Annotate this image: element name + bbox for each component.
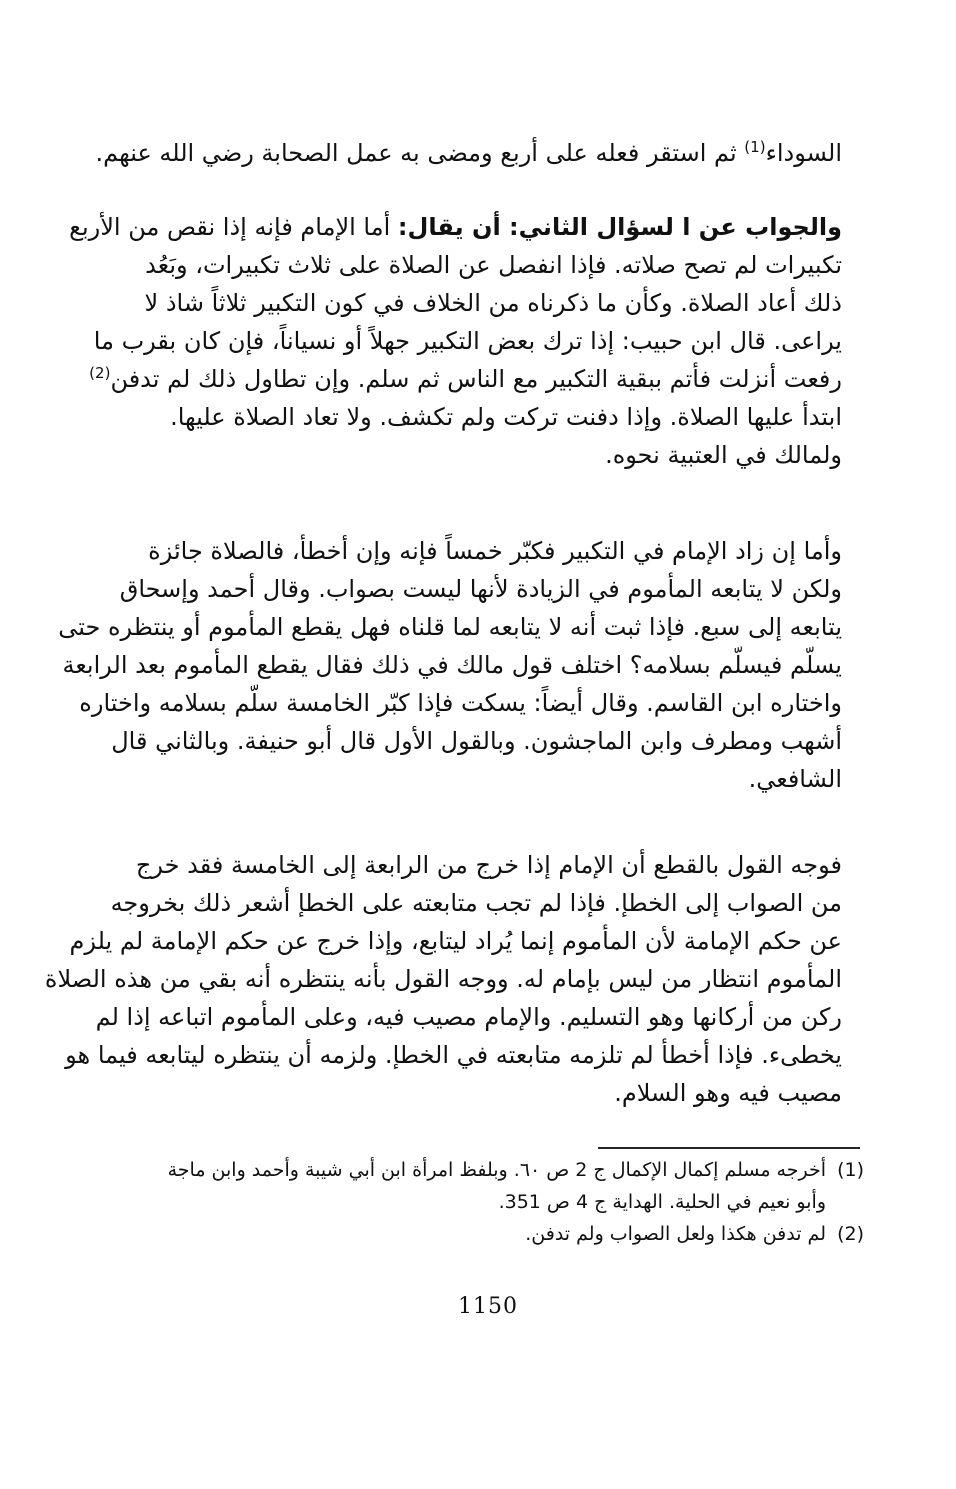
text-line: عن حكم الإمامة لأن المأموم إنما يُراد ليتابع، وإذا خرج عن حكم الإمامة لم يلزم	[69, 927, 842, 955]
text-line: المأموم انتظار من ليس بإمام له. ووجه القول بأنه ينتظره أنه بقي من هذه الصلاة	[44, 965, 842, 993]
footnote-mark: (1)	[837, 1159, 864, 1181]
text-line: من الصواب إلى الخطإ. فإذا لم تجب متابعته على الخطإ أشعر ذلك بخروجه	[110, 889, 842, 917]
text-line: ولمالك في العتبية نحوه.	[605, 441, 842, 469]
page-number: 1150	[458, 1294, 518, 1319]
footnotes	[118, 1154, 864, 1250]
footnote-ref-2: (2)	[89, 364, 111, 382]
text-line: أشهب ومطرف وابن الماجشون. وبالقول الأول قال أبو حنيفة. وبالثاني قال	[111, 727, 842, 755]
paragraph-2	[69, 208, 842, 474]
footnote-text: لم تدفن هكذا ولعل الصواب ولم تدفن.	[525, 1223, 826, 1245]
footnote-2	[118, 1218, 864, 1250]
paragraph-1	[95, 134, 842, 172]
text-line: مصيب فيه وهو السلام.	[614, 1079, 842, 1107]
text-line: واختاره ابن القاسم. وقال أيضاً: يسكت فإذا كبّر الخامسة سلّم بسلامه واختاره	[79, 689, 842, 717]
text-fragment: السوداء	[765, 139, 842, 167]
footnote-ref-1: (1)	[744, 138, 766, 156]
text-line: ابتدأ عليها الصلاة. وإذا دفنت تركت ولم تكشف. ولا تعاد الصلاة عليها.	[170, 403, 842, 431]
text-line: ولكن لا يتابعه المأموم في الزيادة لأنها ليست بصواب. وقال أحمد وإسحاق	[119, 575, 842, 603]
paragraph-3	[58, 532, 842, 798]
text-fragment: رفعت أنزلت فأتم ببقية التكبير مع الناس ثم سلم. وإن تطاول ذلك لم تدفن	[110, 365, 842, 393]
text-fragment: ثم استقر فعله على أربع ومضى به عمل الصحابة رضي الله عنهم.	[95, 139, 745, 167]
text-line: يسلّم فيسلّم بسلامه؟ اختلف قول مالك في ذلك فقال يقطع المأموم بعد الرابعة	[62, 651, 842, 679]
text-line	[69, 208, 842, 246]
text-fragment: أما الإمام فإنه إذا نقص من الأربع	[69, 213, 398, 241]
footnote-text: أخرجه مسلم إكمال الإكمال ج 2 ص ٦٠. وبلفظ امرأة ابن أبي شيبة وأحمد وابن ماجة	[167, 1159, 826, 1181]
text-line	[95, 134, 842, 172]
text-line: يخطىء. فإذا أخطأ لم تلزمه متابعته في الخطإ. ولزمه أن ينتظره ليتابعه فيما هو	[65, 1041, 842, 1069]
text-line: فوجه القول بالقطع أن الإمام إذا خرج من الرابعة إلى الخامسة فقد خرج	[135, 851, 842, 879]
answer-heading: والجواب عن ا لسؤال الثاني: أن يقال:	[397, 213, 842, 241]
footnote-divider	[598, 1147, 860, 1149]
footnote-text: وأبو نعيم في الحلية. الهداية ج 4 ص 351.	[498, 1191, 826, 1213]
text-line: ركن من أركانها وهو التسليم. والإمام مصيب فيه، وعلى المأموم اتباعه إذا لم	[95, 1003, 842, 1031]
text-line: يتابعه إلى سبع. فإذا ثبت أنه لا يتابعه لما قلناه فهل يقطع المأموم أو ينتظره حتى	[58, 613, 842, 641]
text-line: وأما إن زاد الإمام في التكبير فكبّر خمساً فإنه وإن أخطأ، فالصلاة جائزة	[148, 537, 842, 565]
footnote-1	[118, 1154, 864, 1218]
text-line: ذلك أعاد الصلاة. وكأن ما ذكرناه من الخلاف في كون التكبير ثلاثاً شاذ لا	[144, 289, 842, 317]
text-line: تكبيرات لم تصح صلاته. فإذا انفصل عن الصلاة على ثلاث تكبيرات، وبَعُد	[145, 251, 842, 279]
text-line: يراعى. قال ابن حبيب: إذا ترك بعض التكبير جهلاً أو نسياناً، فإن كان بقرب ما	[93, 327, 842, 355]
text-line	[89, 360, 842, 398]
paragraph-4	[44, 846, 842, 1112]
text-line: الشافعي.	[748, 765, 842, 793]
footnote-mark: (2)	[837, 1223, 864, 1245]
